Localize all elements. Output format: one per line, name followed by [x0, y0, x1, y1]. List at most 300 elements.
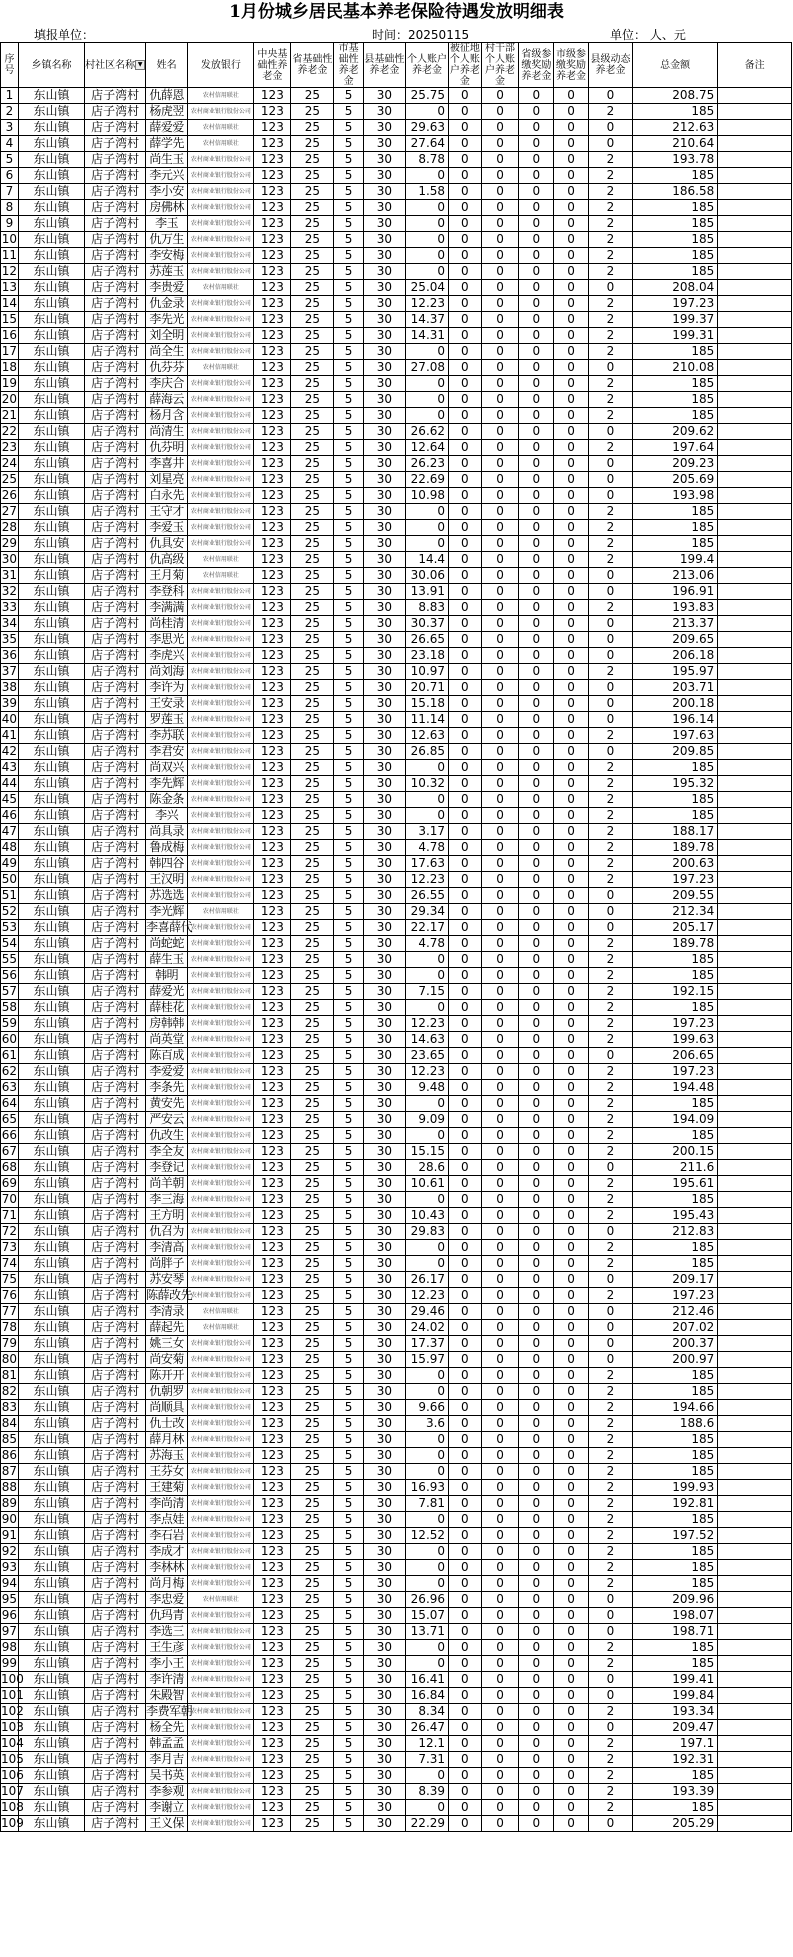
- table-cell: 东山镇: [18, 616, 84, 632]
- table-cell: 东山镇: [18, 728, 84, 744]
- table-row: [1, 1752, 792, 1768]
- table-row: [1, 648, 792, 664]
- table-cell: 5: [334, 296, 363, 312]
- table-cell: 李满满: [146, 600, 188, 616]
- table-cell: 0: [481, 360, 519, 376]
- table-cell: 陈开开: [146, 1368, 188, 1384]
- table-cell: 2: [588, 1544, 632, 1560]
- column-header[interactable]: 村社区名称 ▼: [85, 43, 146, 88]
- table-cell: 农村商业银行股份公司: [188, 440, 254, 456]
- table-cell: 0: [449, 296, 482, 312]
- table-cell: 东山镇: [18, 472, 84, 488]
- table-cell: 25: [291, 1272, 334, 1288]
- table-cell: 123: [254, 1528, 291, 1544]
- table-cell: 农村商业银行股份公司: [188, 1352, 254, 1368]
- table-cell: 123: [254, 680, 291, 696]
- table-row: [1, 1448, 792, 1464]
- table-cell: [718, 1336, 792, 1352]
- table-cell: 2: [588, 968, 632, 984]
- table-cell: [718, 1016, 792, 1032]
- table-cell: 5: [334, 216, 363, 232]
- table-cell: 25: [291, 328, 334, 344]
- table-cell: 0: [554, 152, 589, 168]
- table-cell: 0: [449, 888, 482, 904]
- table-cell: 东山镇: [18, 168, 84, 184]
- table-cell: [718, 408, 792, 424]
- filter-dropdown-icon[interactable]: ▼: [135, 60, 145, 70]
- table-cell: 30: [363, 984, 405, 1000]
- table-cell: 农村商业银行股份公司: [188, 1784, 254, 1800]
- table-cell: 25: [291, 1416, 334, 1432]
- table-cell: 25: [291, 344, 334, 360]
- table-cell: 30: [363, 696, 405, 712]
- table-cell: 16.84: [405, 1688, 448, 1704]
- table-cell: 5: [334, 1064, 363, 1080]
- table-cell: 192.31: [633, 1752, 718, 1768]
- table-cell: 25: [291, 1112, 334, 1128]
- table-cell: 农村商业银行股份公司: [188, 1768, 254, 1784]
- table-cell: 0: [519, 1320, 554, 1336]
- table-cell: 农村信用联社: [188, 568, 254, 584]
- table-cell: 0: [449, 216, 482, 232]
- table-cell: 0: [449, 824, 482, 840]
- table-cell: 东山镇: [18, 792, 84, 808]
- table-cell: 5: [334, 600, 363, 616]
- table-cell: 0: [449, 1768, 482, 1784]
- table-cell: 209.62: [633, 424, 718, 440]
- table-cell: 197.23: [633, 1288, 718, 1304]
- table-cell: 农村商业银行股份公司: [188, 1560, 254, 1576]
- table-cell: 5: [334, 968, 363, 984]
- table-cell: [718, 440, 792, 456]
- table-cell: 尚羊朝: [146, 1176, 188, 1192]
- table-cell: [718, 328, 792, 344]
- table-cell: 0: [481, 1288, 519, 1304]
- time-value: 20250115: [408, 28, 470, 42]
- table-cell: 0: [554, 1496, 589, 1512]
- table-cell: 2: [588, 440, 632, 456]
- table-cell: 0: [449, 136, 482, 152]
- table-cell: 农村商业银行股份公司: [188, 744, 254, 760]
- table-cell: 2: [588, 1368, 632, 1384]
- table-cell: 123: [254, 1432, 291, 1448]
- table-cell: 0: [481, 776, 519, 792]
- table-cell: 25: [291, 760, 334, 776]
- column-header: 省级参缴奖励养老金: [519, 43, 554, 88]
- table-cell: 25: [291, 1368, 334, 1384]
- table-cell: 农村商业银行股份公司: [188, 1000, 254, 1016]
- table-cell: 25: [291, 1304, 334, 1320]
- table-cell: [718, 552, 792, 568]
- table-cell: 0: [481, 168, 519, 184]
- table-row: [1, 1400, 792, 1416]
- table-cell: 97: [1, 1624, 18, 1638]
- table-row: [1, 1720, 792, 1736]
- table-cell: 0: [481, 872, 519, 888]
- table-cell: 25: [291, 312, 334, 328]
- table-cell: 5: [334, 872, 363, 888]
- table-cell: 0: [481, 968, 519, 984]
- table-row: [1, 248, 792, 264]
- table-cell: 5: [334, 1496, 363, 1512]
- table-cell: 0: [554, 1480, 589, 1496]
- table-cell: 0: [519, 232, 554, 248]
- table-cell: 123: [254, 888, 291, 904]
- table-cell: 店子湾村: [85, 1784, 146, 1800]
- table-cell: 56: [1, 968, 18, 982]
- table-cell: 0: [519, 904, 554, 920]
- table-cell: 0: [554, 1384, 589, 1400]
- table-cell: 0: [449, 184, 482, 200]
- table-cell: 185: [633, 760, 718, 776]
- table-cell: 东山镇: [18, 1144, 84, 1160]
- table-cell: 123: [254, 1304, 291, 1320]
- table-cell: 25: [291, 1160, 334, 1176]
- table-cell: 25: [291, 744, 334, 760]
- table-cell: 123: [254, 1400, 291, 1416]
- table-cell: 农村商业银行股份公司: [188, 1288, 254, 1304]
- table-cell: 0: [588, 1672, 632, 1688]
- column-header: 序号: [1, 43, 19, 88]
- table-cell: 30: [363, 1800, 405, 1816]
- table-cell: 0: [481, 936, 519, 952]
- table-row: [1, 1768, 792, 1784]
- table-row: [1, 760, 792, 776]
- table-cell: 30: [363, 1688, 405, 1704]
- table-cell: 尚月梅: [146, 1576, 188, 1592]
- table-cell: 123: [254, 1208, 291, 1224]
- table-row: [1, 408, 792, 424]
- table-cell: 200.97: [633, 1352, 718, 1368]
- table-cell: 0: [554, 824, 589, 840]
- table-cell: 5: [334, 1480, 363, 1496]
- table-cell: 5: [334, 1368, 363, 1384]
- table-cell: 0: [481, 136, 519, 152]
- table-cell: [718, 712, 792, 728]
- table-cell: 30: [363, 408, 405, 424]
- table-cell: 185: [633, 1128, 718, 1144]
- table-cell: 200.18: [633, 696, 718, 712]
- table-cell: 30: [363, 760, 405, 776]
- table-cell: 123: [254, 1768, 291, 1784]
- table-cell: 123: [254, 920, 291, 936]
- table-cell: [718, 1160, 792, 1176]
- table-cell: 17.63: [405, 856, 448, 872]
- table-cell: 30: [363, 1560, 405, 1576]
- table-cell: 农村商业银行股份公司: [188, 712, 254, 728]
- table-cell: 12.63: [405, 728, 448, 744]
- table-cell: 0: [554, 1240, 589, 1256]
- table-cell: 5: [334, 376, 363, 392]
- table-cell: 0: [481, 744, 519, 760]
- table-cell: 30: [363, 952, 405, 968]
- table-cell: 0: [481, 424, 519, 440]
- table-cell: 79: [1, 1336, 18, 1350]
- table-cell: 仇万生: [146, 232, 188, 248]
- table-cell: 123: [254, 1496, 291, 1512]
- table-cell: 123: [254, 1448, 291, 1464]
- table-cell: 严安云: [146, 1112, 188, 1128]
- table-cell: 农村商业银行股份公司: [188, 1432, 254, 1448]
- table-cell: 25: [291, 856, 334, 872]
- table-cell: 店子湾村: [85, 1736, 146, 1752]
- table-cell: 农村商业银行股份公司: [188, 1208, 254, 1224]
- table-cell: 0: [554, 1816, 589, 1832]
- table-cell: 店子湾村: [85, 328, 146, 344]
- table-cell: 0: [449, 904, 482, 920]
- table-cell: 5: [334, 1048, 363, 1064]
- table-cell: 199.37: [633, 312, 718, 328]
- table-cell: 25: [291, 872, 334, 888]
- table-cell: 30: [363, 360, 405, 376]
- table-cell: 30: [363, 344, 405, 360]
- table-cell: 185: [633, 1656, 718, 1672]
- table-cell: 0: [449, 1640, 482, 1656]
- table-cell: 90: [1, 1512, 18, 1526]
- table-cell: 5: [334, 440, 363, 456]
- table-cell: 0: [449, 312, 482, 328]
- table-cell: 9.48: [405, 1080, 448, 1096]
- table-cell: 尚顺具: [146, 1400, 188, 1416]
- table-cell: 0: [588, 680, 632, 696]
- table-cell: 25: [291, 504, 334, 520]
- table-cell: [718, 1816, 792, 1832]
- table-cell: 0: [449, 792, 482, 808]
- table-cell: 2: [588, 1768, 632, 1784]
- table-cell: 姚三女: [146, 1336, 188, 1352]
- table-cell: 5: [334, 1432, 363, 1448]
- table-cell: 70: [1, 1192, 18, 1206]
- table-cell: 农村信用联社: [188, 552, 254, 568]
- table-cell: 店子湾村: [85, 1592, 146, 1608]
- table-cell: 192.15: [633, 984, 718, 1000]
- table-cell: 123: [254, 1272, 291, 1288]
- table-cell: 0: [519, 1016, 554, 1032]
- table-cell: 农村商业银行股份公司: [188, 968, 254, 984]
- table-cell: 123: [254, 504, 291, 520]
- table-cell: 2: [588, 376, 632, 392]
- table-cell: 韩四谷: [146, 856, 188, 872]
- table-cell: 185: [633, 408, 718, 424]
- table-cell: 0: [449, 88, 482, 104]
- table-cell: 0: [481, 1304, 519, 1320]
- table-cell: 123: [254, 1320, 291, 1336]
- table-cell: 106: [1, 1768, 24, 1782]
- table-cell: 12.23: [405, 1288, 448, 1304]
- table-cell: [718, 1416, 792, 1432]
- table-cell: 店子湾村: [85, 1000, 146, 1016]
- table-cell: 123: [254, 1656, 291, 1672]
- table-cell: 仇具安: [146, 536, 188, 552]
- table-cell: 9.66: [405, 1400, 448, 1416]
- table-cell: 185: [633, 1576, 718, 1592]
- table-cell: 196.91: [633, 584, 718, 600]
- table-cell: 0: [554, 840, 589, 856]
- table-cell: 185: [633, 1368, 718, 1384]
- table-cell: 0: [481, 1048, 519, 1064]
- table-cell: 0: [449, 552, 482, 568]
- table-cell: 0: [481, 792, 519, 808]
- table-cell: [718, 1640, 792, 1656]
- table-cell: 200.63: [633, 856, 718, 872]
- table-cell: 2: [588, 1400, 632, 1416]
- table-cell: 店子湾村: [85, 1640, 146, 1656]
- table-cell: 店子湾村: [85, 1048, 146, 1064]
- table-cell: 0: [554, 920, 589, 936]
- table-cell: 30: [363, 664, 405, 680]
- table-cell: 30: [363, 216, 405, 232]
- table-cell: 农村商业银行股份公司: [188, 312, 254, 328]
- table-cell: 0: [405, 104, 448, 120]
- table-cell: 0: [481, 552, 519, 568]
- table-cell: 30: [363, 376, 405, 392]
- table-cell: [718, 840, 792, 856]
- table-row: [1, 536, 792, 552]
- table-cell: 0: [554, 1336, 589, 1352]
- table-cell: 0: [588, 584, 632, 600]
- table-cell: 东山镇: [18, 760, 84, 776]
- table-cell: 5: [334, 904, 363, 920]
- table-cell: 0: [405, 1544, 448, 1560]
- table-cell: 58: [1, 1000, 18, 1014]
- table-cell: 尚安菊: [146, 1352, 188, 1368]
- table-cell: 0: [481, 344, 519, 360]
- table-cell: [718, 744, 792, 760]
- table-cell: 王汉明: [146, 872, 188, 888]
- table-cell: 杨虎翌: [146, 104, 188, 120]
- table-row: [1, 472, 792, 488]
- table-cell: 东山镇: [18, 328, 84, 344]
- table-cell: 30: [363, 1672, 405, 1688]
- table-cell: 5: [334, 1000, 363, 1016]
- table-cell: 王安录: [146, 696, 188, 712]
- table-cell: 123: [254, 1176, 291, 1192]
- table-cell: [718, 1080, 792, 1096]
- table-cell: 店子湾村: [85, 1032, 146, 1048]
- table-cell: 农村商业银行股份公司: [188, 1640, 254, 1656]
- table-cell: 店子湾村: [85, 1704, 146, 1720]
- table-cell: 123: [254, 712, 291, 728]
- table-row: [1, 264, 792, 280]
- table-cell: 185: [633, 1000, 718, 1016]
- table-cell: 0: [481, 1784, 519, 1800]
- table-cell: 81: [1, 1368, 18, 1382]
- table-cell: 0: [481, 824, 519, 840]
- table-cell: 0: [449, 1160, 482, 1176]
- table-cell: 185: [633, 1800, 718, 1816]
- table-cell: 0: [519, 152, 554, 168]
- table-cell: 5: [334, 568, 363, 584]
- table-cell: 5: [334, 1656, 363, 1672]
- table-cell: 5: [334, 936, 363, 952]
- table-cell: 农村商业银行股份公司: [188, 616, 254, 632]
- table-cell: 30: [363, 728, 405, 744]
- table-cell: 0: [519, 168, 554, 184]
- table-cell: 东山镇: [18, 664, 84, 680]
- table-cell: 2: [588, 392, 632, 408]
- table-cell: 0: [481, 1000, 519, 1016]
- table-cell: 店子湾村: [85, 440, 146, 456]
- table-cell: 22: [1, 424, 18, 438]
- table-cell: 5: [334, 616, 363, 632]
- table-cell: 薛海云: [146, 392, 188, 408]
- table-cell: 30: [363, 616, 405, 632]
- table-cell: 30: [363, 856, 405, 872]
- table-cell: 0: [481, 376, 519, 392]
- table-cell: 东山镇: [18, 184, 84, 200]
- column-header: 市基础性养老金: [334, 43, 363, 88]
- table-cell: 店子湾村: [85, 568, 146, 584]
- table-cell: 0: [519, 1672, 554, 1688]
- table-row: [1, 840, 792, 856]
- table-cell: 123: [254, 1368, 291, 1384]
- table-cell: 30: [363, 104, 405, 120]
- table-cell: 2: [588, 1656, 632, 1672]
- table-cell: 75: [1, 1272, 18, 1286]
- table-cell: 30: [363, 1016, 405, 1032]
- table-cell: 0: [481, 1592, 519, 1608]
- table-cell: 0: [449, 1096, 482, 1112]
- table-cell: 30: [363, 792, 405, 808]
- table-row: [1, 1784, 792, 1800]
- table-cell: 2: [588, 1016, 632, 1032]
- table-cell: 74: [1, 1256, 18, 1270]
- table-cell: 63: [1, 1080, 18, 1094]
- table-cell: 店子湾村: [85, 664, 146, 680]
- table-cell: 农村商业银行股份公司: [188, 792, 254, 808]
- table-cell: 0: [519, 856, 554, 872]
- table-row: [1, 872, 792, 888]
- table-cell: 0: [405, 808, 448, 824]
- table-cell: 185: [633, 168, 718, 184]
- table-cell: 农村商业银行股份公司: [188, 1608, 254, 1624]
- table-row: [1, 600, 792, 616]
- table-cell: 38: [1, 680, 18, 694]
- table-cell: 84: [1, 1416, 18, 1430]
- table-row: [1, 1384, 792, 1400]
- table-cell: 123: [254, 936, 291, 952]
- table-cell: 店子湾村: [85, 1672, 146, 1688]
- table-cell: 0: [481, 456, 519, 472]
- table-cell: 30: [363, 1176, 405, 1192]
- table-cell: 195.43: [633, 1208, 718, 1224]
- table-cell: 0: [449, 424, 482, 440]
- table-cell: 123: [254, 1096, 291, 1112]
- table-cell: 195.32: [633, 776, 718, 792]
- table-cell: 123: [254, 344, 291, 360]
- table-cell: 东山镇: [18, 1368, 84, 1384]
- table-cell: 205.29: [633, 1816, 718, 1832]
- table-cell: [718, 376, 792, 392]
- table-cell: 26.85: [405, 744, 448, 760]
- table-cell: 0: [449, 1320, 482, 1336]
- table-cell: 30: [363, 520, 405, 536]
- table-cell: 0: [554, 696, 589, 712]
- table-cell: 2: [588, 1576, 632, 1592]
- table-cell: 0: [449, 520, 482, 536]
- table-cell: 15.15: [405, 1144, 448, 1160]
- table-cell: 25: [291, 1000, 334, 1016]
- table-cell: 0: [405, 264, 448, 280]
- table-cell: 东山镇: [18, 200, 84, 216]
- table-cell: 9: [1, 216, 19, 232]
- table-cell: 15.18: [405, 696, 448, 712]
- table-cell: 李清录: [146, 1304, 188, 1320]
- table-cell: 0: [554, 712, 589, 728]
- table-cell: 农村商业银行股份公司: [188, 872, 254, 888]
- table-cell: 0: [481, 1112, 519, 1128]
- table-cell: [718, 1688, 792, 1704]
